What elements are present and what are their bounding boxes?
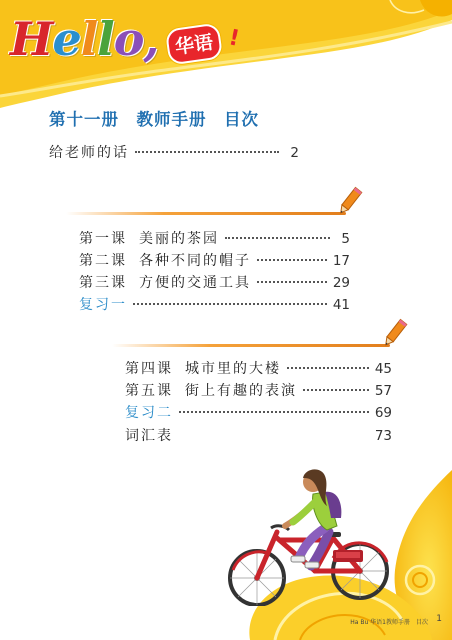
toc-row-lesson-2[interactable] xyxy=(79,250,350,270)
huayu-logo-badge: 华语 xyxy=(165,22,224,65)
toc-label: 第二课 各种不同的帽子 xyxy=(79,253,251,269)
cyclist-illustration xyxy=(225,466,395,606)
footer-running-title: Ha Bu 华语1教师手册 目次 xyxy=(350,619,428,626)
toc-page-number: 2 xyxy=(290,145,299,161)
leader-dots xyxy=(303,389,369,391)
leader-dots xyxy=(287,367,369,369)
toc-label: 第五课 街上有趣的表演 xyxy=(125,383,297,399)
toc-label: 词汇表 xyxy=(125,428,173,444)
section-divider xyxy=(112,344,390,347)
leader-dots xyxy=(257,259,327,261)
logo-comma: , xyxy=(143,12,159,66)
leader-dots xyxy=(133,303,327,305)
toc-page-number: 17 xyxy=(332,253,350,269)
leader-dots xyxy=(135,151,279,153)
toc-row-lesson-3[interactable] xyxy=(79,272,350,292)
toc-row-preface[interactable] xyxy=(49,142,299,162)
toc-row-glossary[interactable] xyxy=(125,425,392,445)
pencil-icon xyxy=(382,316,408,350)
toc-label: 第四课 城市里的大楼 xyxy=(125,361,281,377)
logo-letter-l2: l xyxy=(97,12,114,66)
logo-letter-o: o xyxy=(113,12,144,66)
toc-page-number: 69 xyxy=(374,405,392,421)
toc-label: 第三课 方便的交通工具 xyxy=(79,275,251,291)
toc-page-number: 41 xyxy=(332,297,350,313)
toc-label: 给老师的话 xyxy=(49,145,129,161)
logo-letter-l1: l xyxy=(80,12,98,66)
toc-row-lesson-5[interactable] xyxy=(125,380,392,400)
logo-letter-e: e xyxy=(52,12,81,66)
toc-page-number: 57 xyxy=(374,383,392,399)
leader-dots xyxy=(257,281,327,283)
toc-label: 复习二 xyxy=(125,405,173,421)
toc-label: 复习一 xyxy=(79,297,127,313)
toc-label: 第一课 美丽的茶园 xyxy=(79,231,219,247)
pencil-icon xyxy=(337,184,363,218)
toc-page-number: 29 xyxy=(332,275,350,291)
leader-dots xyxy=(225,237,330,239)
logo-letter-h: H xyxy=(10,12,53,66)
footer-page-number: 1 xyxy=(436,614,442,624)
toc-page-number: 5 xyxy=(341,231,350,247)
toc-row-lesson-4[interactable] xyxy=(125,358,392,378)
leader-dots xyxy=(179,434,369,436)
toc-row-review-2[interactable] xyxy=(125,402,392,422)
logo-exclamation: ! xyxy=(226,25,242,52)
toc-page-number: 73 xyxy=(374,428,392,444)
toc-page-number: 45 xyxy=(374,361,392,377)
leader-dots xyxy=(179,411,369,413)
section-divider xyxy=(66,212,346,215)
toc-row-lesson-1[interactable] xyxy=(79,228,350,248)
toc-row-review-1[interactable] xyxy=(79,294,350,314)
toc-title: 第十一册 教师手册 目次 xyxy=(49,110,259,129)
hello-logo xyxy=(10,12,159,66)
